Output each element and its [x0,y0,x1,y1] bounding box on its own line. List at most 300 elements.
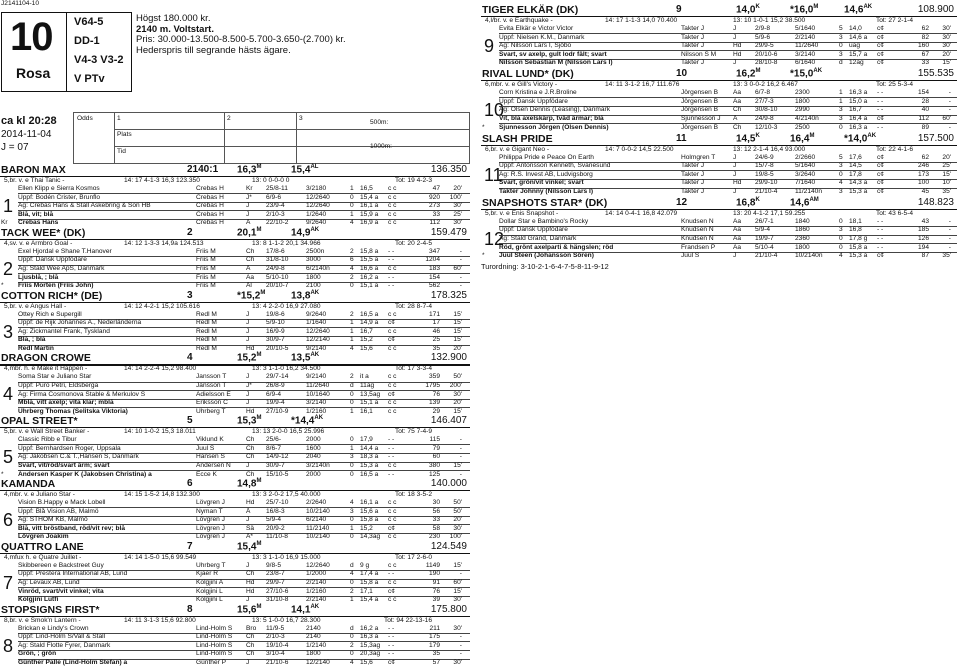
result-cell: 2140 [306,624,321,632]
result-cell: 15,2 [360,524,373,532]
horse-record-1: 8 [187,603,193,615]
result-cell: 11ag [360,381,375,389]
result-cell: 115 [429,436,440,444]
result-cell: 15,8 a [360,578,379,586]
result-cell: Kjaer R [196,570,218,578]
result-cell: c c [388,507,397,515]
horse-detail-line: Grön, ; grön [18,650,57,658]
result-cell: d [839,59,843,67]
result-cell: 91 [432,578,440,586]
result-cell: 17,4 a [360,570,379,578]
result-cell: 1 [839,97,843,105]
horse-detail-line: Classic Ribb e Tibur [18,436,77,444]
horse-record-3 [790,133,814,144]
horse-entry [0,604,470,667]
result-cell: 15' [453,461,462,469]
result-cell: - [459,641,462,649]
result-cell: 15,8 a [849,243,868,251]
result-cell: 273 [428,202,440,210]
result-cell: - - [388,470,395,478]
result-cell: 1 [350,524,354,532]
result-cell: 1/2000 [306,570,327,578]
result-cell: 16,1 a [360,202,379,210]
result-cell: 15,8 a [360,516,379,524]
horse-detail-line: Uppf: Lind-Holm S/Vall & Stall [18,633,106,641]
result-row [196,211,462,219]
result-cell: 40 [921,106,929,114]
record-value: *15,0 [790,68,814,80]
result-cell: Redl M [196,327,217,335]
horse-detail-line: Äg: Crebas Hans & Stall Askebring & Son HB [18,202,151,210]
record-value: 16,4 [790,132,810,144]
result-cell: 62 [921,25,929,32]
result-cell: J [733,59,737,67]
result-cell: 3/2180 [306,185,327,192]
info-line-0: Högst 180.000 kr. [136,13,211,24]
start-number: 11 [484,164,503,185]
result-row [196,319,462,327]
record-value: *16,0 [790,4,814,16]
record-value: 15,2 [237,352,257,364]
result-cell: 29/7-14 [266,373,289,381]
record-sup: M [260,289,266,296]
horse-earnings: 155.535 [917,68,954,80]
start-number: 10 [484,100,505,121]
stat-field: Tot: 94 22-13-16 [383,616,432,624]
horse-earnings: 157.500 [917,132,954,144]
result-cell: - - [388,247,395,255]
horse-detail-line: Uppf: Bernhardsen Roger, Uppsala [18,444,121,452]
result-cell: - - [388,633,395,641]
horse-header [1,352,471,364]
result-cell: c c [388,533,397,541]
stat-field: 14: 7 0-0-2 14,5 22.500 [605,145,674,153]
result-cell: 17,1 [360,587,373,595]
odds-label: Odds [77,115,93,122]
result-cell: 29/9-5 [755,42,774,50]
result-cell: Hd [733,50,742,58]
result-cell: 171 [428,310,440,318]
record-value: 14,6 [790,197,810,209]
result-cell: 100' [449,193,462,201]
result-cell: 1 [350,444,354,452]
result-cell: Knudsen N [681,217,714,225]
result-cell: - - [388,444,395,452]
stat-field: 14: 15 1-5-2 14,8 132.300 [124,491,200,498]
result-cell: Ch [246,570,255,578]
result-cell: c c [388,193,397,201]
stat-field: 13: 3 1-1-0 16,9 15.000 [252,553,321,561]
result-cell: Ch [246,470,255,478]
column-left [0,164,470,669]
result-cell: 15' [453,327,462,335]
result-cell: Crebas H [196,219,224,227]
result-cell: 1/1640 [306,319,327,327]
record-sup: AK [310,352,320,359]
record-sup: AK [863,4,873,10]
result-cell: 20/10-5 [266,344,289,352]
result-cell: Takter J [681,42,705,50]
result-cell: - - [877,235,884,243]
result-cell: 20' [453,185,462,192]
horse-record-2 [237,478,261,489]
result-cell: it a [360,373,369,381]
horse-detail-line: Uppf: Blå Vision AB, Malmö [18,507,99,515]
result-cell: Redl M [196,344,217,352]
result-cell: Ch [246,633,255,641]
result-cell: 21/10-4 [755,252,778,260]
result-row [196,508,462,516]
result-cell: Ål [246,282,252,290]
result-cell: 82 [921,33,929,41]
result-cell: J [246,336,250,344]
result-cell: 21/10-6 [266,658,289,666]
result-cell: c¢ [877,25,884,32]
result-cell: 20' [942,50,951,58]
result-cell: - [459,444,462,452]
result-cell: 1/2640 [306,210,327,218]
result-cell: 16/9-9 [266,327,285,335]
horse-record-1: 5 [187,415,193,427]
result-row [681,154,951,162]
result-cell: 2/2140 [306,596,327,604]
result-cell: 16,4 a [849,115,868,123]
result-cell: 1/2160 [306,407,327,415]
result-cell: c c [388,185,397,192]
result-cell: 10' [942,179,951,187]
result-cell: 60' [453,578,462,586]
horse-detail-line: Äg: Stald Grand, Danmark [499,235,577,243]
horse-detail-line: Vision B.Happy e Mack Lobell [18,499,106,506]
result-cell: 16,6 a [360,264,379,272]
record-sup: M [256,226,262,233]
result-row [196,373,462,381]
result-cell: 14,3ag [360,533,381,541]
result-row [196,185,462,193]
result-cell: 2/10-3 [266,210,285,218]
horse-detail-line: Redl Martin [18,344,54,352]
result-row [196,328,462,336]
result-cell: 4 [839,179,843,187]
start-number: 9 [484,36,495,56]
result-cell: 4 [350,658,354,666]
result-cell: c c [388,407,397,415]
result-cell: c¢ [388,336,395,344]
line-prefix: * [482,252,485,260]
result-cell: 12/2140 [306,336,330,344]
result-cell: Nyman T [196,507,223,515]
result-cell: 9/2640 [306,310,327,318]
stat-field: Tot: 18 3-5-2 [394,491,432,498]
stat-field: 14: 14 1-5-0 15,6 99.549 [124,553,197,561]
result-cell: 1204 [425,256,440,264]
result-cell: 380 [428,461,440,469]
result-cell: 347 [428,247,440,255]
result-cell: 4 [839,252,843,260]
horse-earnings: 124.549 [430,540,467,552]
horse-entry [481,133,957,197]
result-cell: 60 [432,453,440,461]
result-row [196,194,462,202]
result-cell: 6/2140 [306,516,327,524]
line-prefix: Kr [1,219,8,227]
stat-field: 4,l/br. v. e Earthquake - [485,17,553,24]
record-sup: M [809,132,815,139]
result-cell: 3 [839,187,843,195]
result-cell: 0 [839,170,843,178]
result-cell: 2360 [795,235,810,243]
record-value: 16,2 [736,68,756,80]
result-cell: J [733,153,737,161]
result-cell: 0 [350,390,354,398]
horse-record-2 [736,197,760,208]
stat-field: 14: 14 0-4-1 16,8 42.079 [605,209,678,217]
result-cell: 16,2 a [360,273,379,281]
result-cell: Aa [733,97,742,105]
horse-detail-line: Blå, ; blå [18,336,46,344]
horse-record-3 [291,164,318,175]
stat-field: Tot: 17 3-3-4 [394,365,432,373]
stat-field: 13: 8 1-1-2 20,1 34.966 [252,239,321,247]
result-cell: 50' [453,373,462,381]
horse-detail-line: Uppf: Antonsson Kenneth, Svanesund [499,162,611,170]
result-cell: d [350,381,354,389]
result-cell: 17 [432,319,440,327]
horse-detail-line: Juul Steen (Johansson Sören) [499,252,594,260]
result-cell: 185 [917,226,929,234]
result-cell: Crebas H [196,202,224,210]
record-sup: M [256,164,262,170]
result-cell: - - [877,97,884,105]
result-cell: Nilsson S M [681,50,717,58]
result-cell: - - [388,436,395,444]
result-cell: J [246,202,250,210]
result-cell: 3/2140 [795,50,816,58]
horse-detail-line: Svart, sv axelp, gult lodr fält; svart [499,50,607,58]
result-cell: 1 [350,327,354,335]
horse-detail-line: Äg: STHOM KB, Malmö [18,516,88,524]
result-cell: - - [877,89,884,97]
result-cell: 0 [350,399,354,407]
result-cell: 154 [428,273,440,281]
result-cell: 25/8-11 [266,185,288,192]
result-cell: 160 [917,42,929,50]
result-cell: 2/2660 [795,153,816,161]
result-cell: Kr [246,185,253,192]
result-cell: c c [388,310,397,318]
horse-detail-line: Takter Johnny (Nilsson Lars I) [499,187,594,195]
result-cell: - [948,97,951,105]
result-cell: - - [388,641,395,649]
result-cell: 29/9-10 [755,179,778,187]
info-line-2: Pris: 30.000-13.500-8.500-5.700-3.650-(2.700) kr. [136,34,346,45]
horse-record-2 [237,164,261,175]
result-cell: 5/1640 [795,162,816,170]
horse-detail-line: Philippa Pride e Peace On Earth [499,153,594,161]
result-cell: Aa [733,89,742,97]
stat-field: 13: 0 0-0-0 0 [252,177,290,184]
result-cell: - - [877,106,884,114]
result-cell: Ecce K [196,470,217,478]
horse-detail-line: Uppf: Prestera International AB, Lund [18,570,128,578]
horse-detail-line: Uppf: Dansk Uppfödare [18,256,87,264]
horse-detail-line: Äg: Firma Cosmonova Stable & Merkulov S [18,390,146,398]
horse-name: KAMANDA [1,478,56,490]
grid-col-3: 3 [299,115,303,122]
result-cell: 15' [453,587,462,595]
result-cell: 14,6 a [849,33,868,41]
result-cell: 23/9-4 [266,202,285,210]
horse-detail-line: Svart, grön/vit vinkel; svart [499,179,584,187]
result-cell: 79 [432,444,440,452]
horse-record-1: 10 [676,68,688,80]
result-row [196,202,462,210]
result-cell: 9/8-5 [266,561,282,569]
result-cell: 14,0 [849,25,862,32]
result-cell: 10/1640 [306,390,330,398]
result-cell: 16,3 a [849,123,868,131]
result-cell: - [459,570,462,578]
result-cell: 27/10-6 [266,587,289,595]
horse-detail-line: Uppf: Bodén Crister, Brunflo [18,193,101,201]
result-row [681,235,951,243]
result-cell: c¢ [877,153,884,161]
result-cell: Takter J [681,162,705,170]
result-cell: c c [388,344,397,352]
horse-record-1: 2140:1 [187,164,219,175]
start-number: 12 [484,228,505,249]
result-cell: Aa [733,217,742,225]
result-cell: 15' [453,310,462,318]
result-cell: Friis M [196,247,216,255]
stat-field: 14: 11 3-1-3 15,6 92.800 [124,616,196,624]
horse-record-3 [790,197,819,208]
stat-field: Tot: 22 4-1-6 [875,145,913,153]
horse-detail-line: Ottey Rich e Supergill [18,310,82,318]
result-cell: 3 [350,507,354,515]
result-cell: 190 [428,570,440,578]
horse-detail-line: Andersen Kasper K (Jakobsen Christina) a [18,470,152,478]
result-cell: - - [877,226,884,234]
horse-record-3 [291,352,319,363]
stat-field: 14: 14 2-2-4 15,2 98.400 [124,365,197,373]
race-number: 10 [10,15,53,59]
result-row [196,562,462,570]
result-cell: Jansson T [196,373,227,381]
result-cell: 1795 [425,381,440,389]
result-cell: 5 [839,153,843,161]
result-cell: 112 [918,115,929,123]
result-cell: 3 [839,162,843,170]
result-cell: 13,5ag [360,390,381,398]
race-date: 2014-11-04 [1,129,52,140]
result-cell: 21/10-4 [755,187,778,195]
result-cell: 56 [432,507,440,515]
stat-field: 14: 17 4-1-3 16,3 123.350 [124,177,200,184]
result-cell: 179 [428,641,440,649]
record-sup: AK [867,132,877,139]
result-cell: 230 [428,533,440,541]
result-cell: c c [388,202,397,210]
horse-name: BARON MAX [1,164,66,176]
horse-entry [0,478,470,541]
result-cell: 15,0 a [849,97,868,105]
horse-header [1,415,471,427]
result-cell: 9/2140 [306,373,327,381]
result-cell: 15' [453,319,462,327]
horse-detail-line: Vinröd, svart/vit vinkel; vita [18,587,104,595]
stat-field: 4,mbr. v. e Juliano Star - [4,491,75,498]
result-cell: 89 [921,123,929,131]
result-cell: 2 [350,641,354,649]
result-cell: - [948,226,951,234]
result-cell: 30' [453,624,462,632]
result-cell: 246 [917,162,929,170]
stat-field: 5,br. v. e Enis Snapshot - [485,209,559,217]
result-cell: 12ag [849,59,864,67]
grid-col-2: 2 [227,115,231,122]
result-cell: 15' [453,407,462,415]
result-cell: 11/2140n [795,187,823,195]
game-label-2: V4-3 V3-2 [74,54,124,66]
result-cell: Lind-Holm S [196,650,233,658]
result-cell: 25' [453,210,462,218]
result-cell: c¢ [388,658,395,666]
result-cell: Hd [246,587,255,595]
result-cell: 16,3 a [849,89,868,97]
result-cell: 0 [350,470,354,478]
result-cell: Å* [246,533,253,541]
result-cell: 0 [350,202,354,210]
result-cell: J* [246,381,252,389]
result-cell: 76 [432,587,440,595]
result-row [681,244,951,252]
result-cell: 15,4 a [360,596,379,604]
result-cell: 50' [453,507,462,515]
horse-record-2 [736,133,760,144]
result-cell: 18,1 [849,217,862,225]
result-cell: 15,1 a [360,399,379,407]
result-cell: 4 [350,264,354,272]
column-right [481,4,957,264]
stat-field: Tot: 19 4-2-3 [394,177,432,184]
stat-field: 4,mfux h. e Quatre Juillet - [4,553,82,561]
result-cell: 39 [432,596,440,604]
result-cell: 20' [453,516,462,524]
result-cell: 1 [350,210,354,218]
result-cell: c c [388,264,397,272]
horse-entry [0,290,470,353]
result-cell: - - [877,217,884,225]
result-cell: 15,3 a [849,187,868,195]
result-cell: J [733,25,737,32]
result-cell: Ch [733,123,742,131]
horse-entry [0,227,470,290]
result-cell: c c [388,499,397,506]
record-sup: M [256,540,262,547]
result-row [196,659,462,667]
result-cell: Hd [733,179,742,187]
result-cell: 100' [449,533,462,541]
result-cell: c c [388,578,397,586]
result-cell: Lövgren J [196,533,225,541]
result-cell: 1840 [795,217,810,225]
result-cell: c c [388,516,397,524]
horse-record-1: 11 [676,132,687,144]
horse-record-2 [237,227,261,238]
grid-col-1: 1 [117,115,121,122]
result-cell: Takter J [681,170,705,178]
